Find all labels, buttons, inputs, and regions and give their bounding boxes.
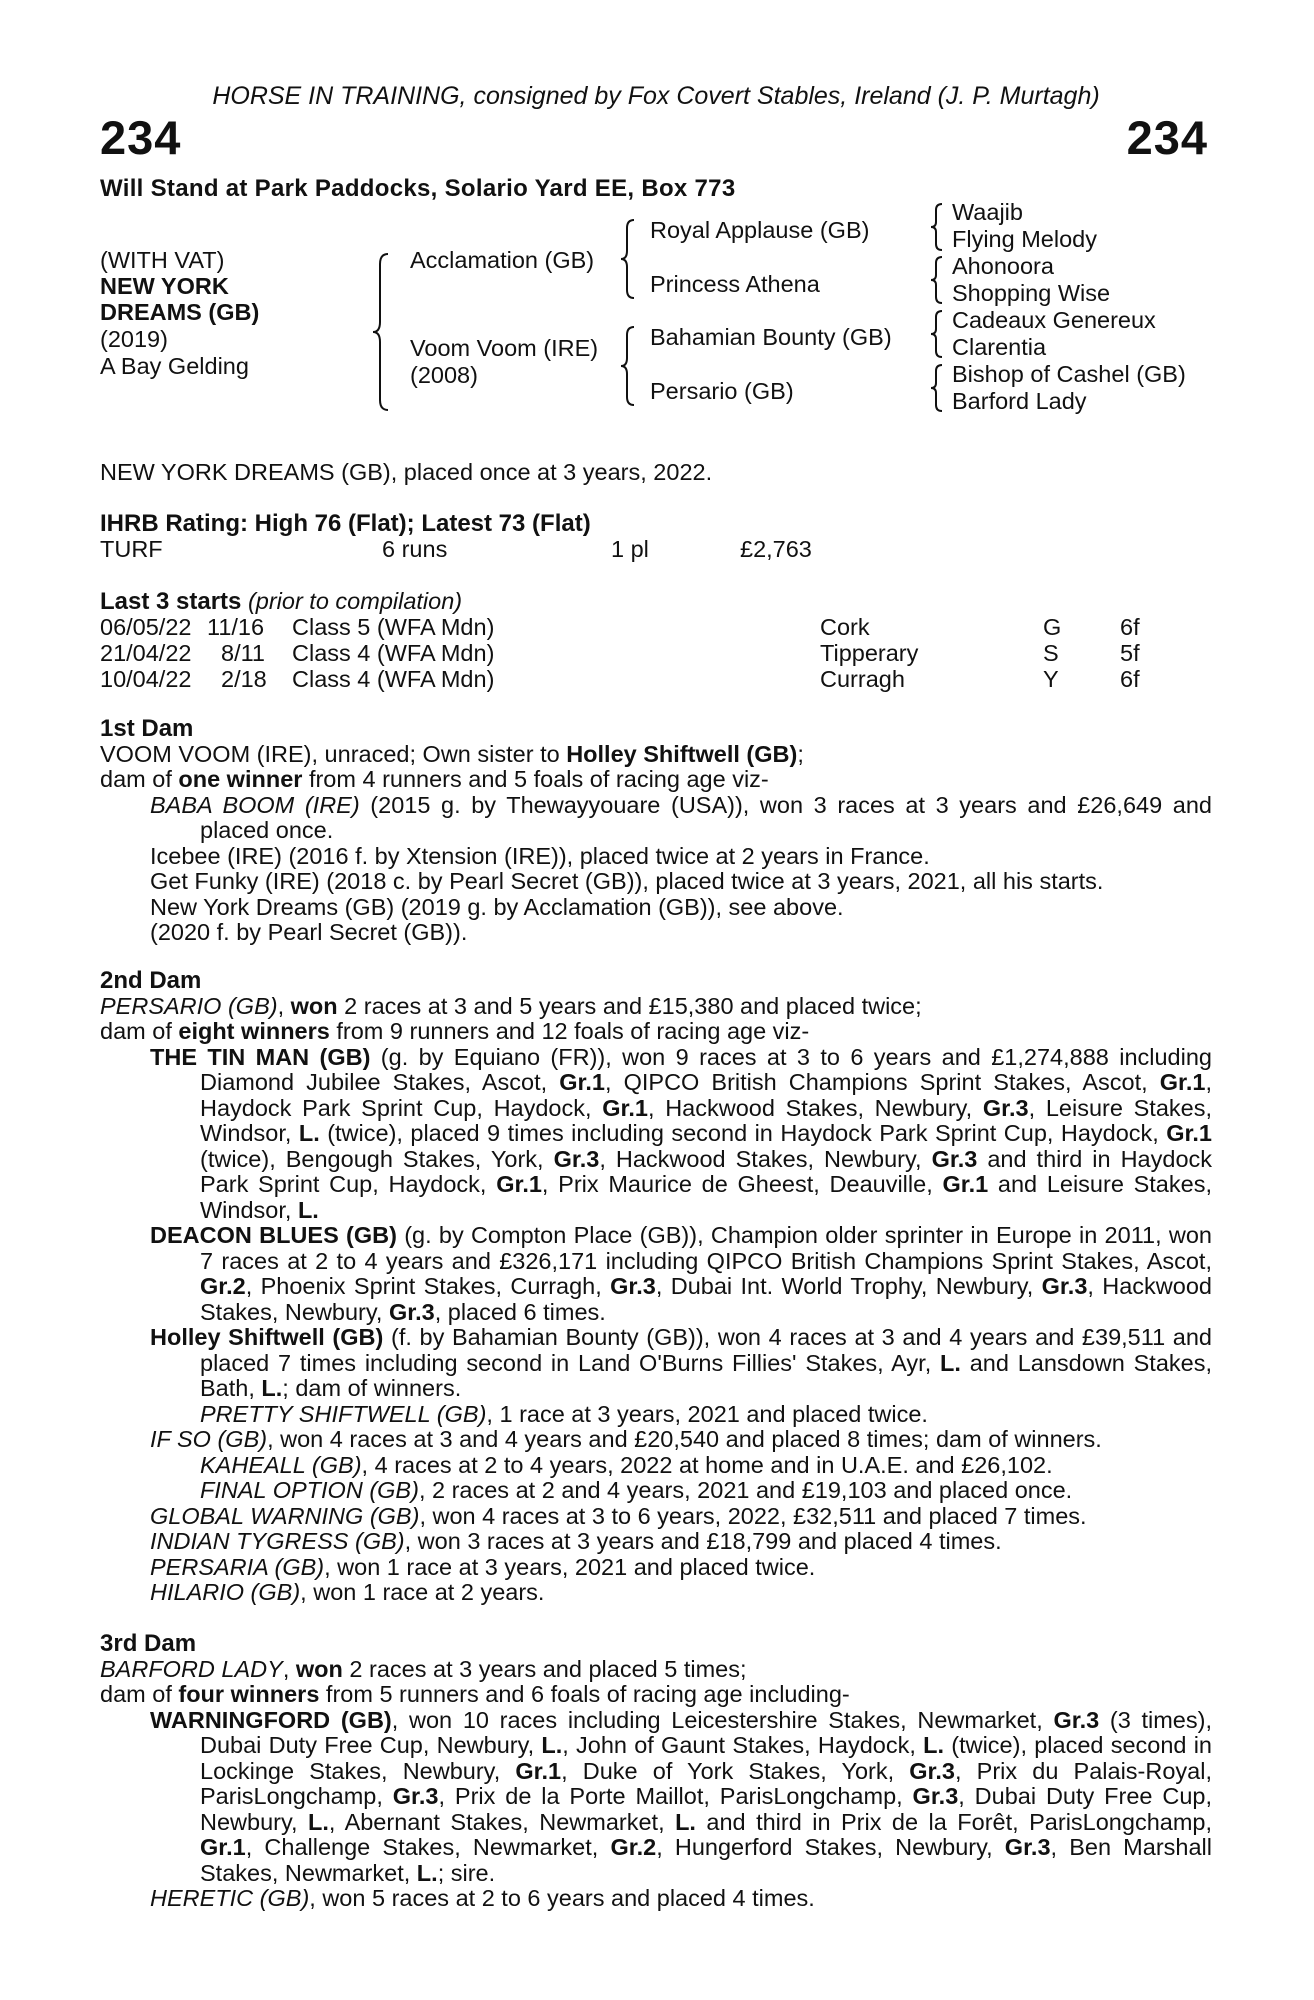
first-dam-line2 (100, 767, 1212, 793)
progeny-name: IF SO (GB) (150, 1426, 268, 1452)
grade: Gr.3 (931, 1145, 978, 1172)
rating-title: IHRB Rating: High 76 (Flat); Latest 73 (Flat) (100, 510, 591, 537)
grade: Gr.3 (909, 1757, 955, 1784)
text: , Haydock Park Sprint Cup, Haydock, (200, 1069, 1212, 1121)
horse-year: (2019) (100, 326, 168, 352)
grade: Gr.1 (942, 1171, 989, 1197)
text: and third in Haydock Park Sprint Cup, Haydock, (200, 1145, 1213, 1197)
grade: Gr.3 (982, 1094, 1029, 1121)
dam-name: PERSARIO (GB) (100, 992, 278, 1019)
text: VOOM VOOM (IRE), unraced; Own sister to (100, 740, 567, 767)
sire-brace (618, 218, 640, 300)
vat-note: (WITH VAT) (100, 247, 225, 273)
start-course: Cork (820, 614, 870, 640)
grade: L. (675, 1808, 696, 1835)
progeny-entry (100, 793, 1212, 844)
grade: Gr.3 (912, 1783, 959, 1809)
progeny-name: KAHEALL (GB) (200, 1451, 362, 1478)
rating-earnings: £2,763 (740, 536, 812, 562)
text: dam of (100, 766, 179, 792)
start-race: Class 4 (WFA Mdn) (292, 640, 495, 666)
text: from 9 runners and 12 foals of racing age viz- (329, 1018, 810, 1044)
text: (3 times), Dubai Duty Free Cup, Newbury, (200, 1706, 1212, 1758)
progeny-name: THE TIN MAN (GB) (150, 1043, 371, 1070)
text: , placed 6 times. (434, 1298, 606, 1325)
start-position: 2/18 (221, 666, 267, 692)
start-distance: 6f (1120, 666, 1140, 692)
grade: L. (307, 1808, 329, 1835)
second-dam-line2 (100, 1019, 1212, 1045)
start-course: Curragh (820, 666, 905, 692)
progeny-name: Holley Shiftwell (GB) (150, 1324, 384, 1350)
grade: L. (261, 1375, 283, 1401)
text: , (282, 1655, 296, 1682)
grade: Gr.2 (610, 1834, 657, 1860)
progeny-name: HILARIO (GB) (150, 1579, 301, 1605)
grade: Gr.3 (1053, 1706, 1100, 1733)
text: , Phoenix Sprint Stakes, Curragh, (245, 1273, 611, 1299)
text: , 4 races at 2 to 4 years, 2022 at home and in U.A.E. and £26,102. (361, 1451, 1053, 1478)
progeny-entry (100, 1580, 1212, 1606)
last-starts-title: Last 3 starts (100, 588, 242, 615)
text: , won 1 race at 3 years, 2021 and placed twice. (324, 1553, 816, 1580)
dam-sire: Bahamian Bounty (GB) (650, 324, 892, 350)
summary-line: NEW YORK DREAMS (GB), placed once at 3 years, 2022. (100, 459, 713, 485)
progeny-entry (100, 1427, 1212, 1453)
start-going: Y (1043, 666, 1059, 692)
text: (f. by Bahamian Bounty (GB)), won 4 races at 3 and 4 years and £39,511 and placed 7 times including second in Land O'Burns Fillies' Stakes, Ayr, (200, 1324, 1212, 1376)
horse-name-line2: DREAMS (GB) (100, 299, 260, 325)
grade: L. (940, 1349, 961, 1376)
text: (twice), placed second in Lockinge Stakes, Newbury, (200, 1732, 1213, 1784)
grade: Gr.3 (388, 1298, 435, 1325)
start-going: S (1043, 640, 1059, 666)
second-dam-title: 2nd Dam (100, 967, 202, 994)
progeny-name: BABA BOOM (IRE) (150, 791, 360, 818)
progeny-entry (100, 1045, 1212, 1224)
text: , won 5 races at 2 to 6 years and placed 4 times. (309, 1885, 815, 1911)
progeny-name: HERETIC (GB) (150, 1885, 310, 1911)
grand-progeny-entry (100, 1402, 1212, 1428)
text: (twice), Bengough Stakes, York, (200, 1145, 554, 1172)
text: and third in Prix de la Forêt, ParisLongchamp, (695, 1808, 1213, 1835)
grandsire-2: Ahonoora (952, 253, 1054, 279)
grade: Gr.1 (515, 1757, 562, 1784)
consignment-header: HORSE IN TRAINING, consigned by Fox Covert Stables, Ireland (J. P. Murtagh) (212, 82, 1100, 110)
progeny-name: PRETTY SHIFTWELL (GB) (200, 1400, 487, 1427)
text: 2 races at 3 years and placed 5 times; (342, 1655, 747, 1682)
text: , Challenge Stakes, Newmarket, (245, 1834, 611, 1860)
brace-g56 (928, 309, 946, 359)
start-course: Tipperary (820, 640, 919, 666)
progeny-name: PERSARIA (GB) (150, 1553, 325, 1580)
grade: Gr.1 (496, 1171, 542, 1197)
text: , 1 race at 3 years, 2021 and placed twice. (486, 1400, 928, 1427)
brace-g34 (928, 255, 946, 305)
text: won (295, 1655, 343, 1682)
text: dam of (100, 1681, 179, 1707)
grade: L. (416, 1859, 438, 1886)
start-distance: 6f (1120, 614, 1140, 640)
text: and Lansdown Stakes, Bath, (200, 1349, 1212, 1401)
second-dam-section (100, 968, 1212, 1606)
progeny-entry: Get Funky (IRE) (2018 c. by Pearl Secret (GB)), placed twice at 3 years, 2021, all his starts. (150, 868, 1104, 894)
third-dam-title: 3rd Dam (100, 1630, 197, 1657)
first-dam-line1 (100, 742, 1212, 768)
text: , Abernant Stakes, Newmarket, (328, 1808, 676, 1835)
text: , won 4 races at 3 and 4 years and £20,540 and placed 8 times; dam of winners. (267, 1426, 1102, 1452)
grade: Gr.1 (1159, 1069, 1206, 1095)
progeny-entry (100, 1223, 1212, 1325)
text: ; dam of winners. (282, 1375, 462, 1401)
pedigree-table (100, 200, 1212, 430)
grade: L. (298, 1120, 320, 1146)
sire-dam: Princess Athena (650, 271, 820, 297)
last-starts-note: (prior to compilation) (247, 588, 463, 614)
granddam-3: Clarentia (952, 334, 1047, 360)
text: , won 10 races including Leicestershire Stakes, Newmarket, (391, 1706, 1054, 1733)
grade: Gr.2 (200, 1273, 246, 1299)
start-race: Class 5 (WFA Mdn) (292, 614, 495, 640)
text: , won 1 race at 2 years. (300, 1579, 545, 1605)
text: , 2 races at 2 and 4 years, 2021 and £19,103 and placed once. (418, 1477, 1073, 1503)
grandsire-4: Bishop of Cashel (GB) (952, 361, 1186, 387)
winners-count: four winners (178, 1681, 320, 1707)
lot-number-left: 234 (100, 111, 182, 164)
text: , won 3 races at 3 years and £18,799 and placed 4 times. (404, 1528, 1002, 1554)
text: , Hungerford Stakes, Newbury, (656, 1834, 1005, 1860)
start-date: 10/04/22 (100, 666, 192, 692)
start-position: 8/11 (221, 640, 265, 666)
text: from 4 runners and 5 foals of racing age viz- (302, 766, 769, 792)
text: , John of Gaunt Stakes, Haydock, (562, 1732, 924, 1758)
progeny-name: INDIAN TYGRESS (GB) (150, 1528, 405, 1554)
winners-count: eight winners (178, 1018, 330, 1044)
text: , (277, 992, 291, 1019)
brace-g12 (928, 202, 946, 252)
start-position: 11/16 (207, 614, 265, 640)
rating-placed: 1 pl (611, 536, 649, 562)
granddam-1: Flying Melody (952, 226, 1097, 252)
grade: Gr.1 (200, 1834, 246, 1860)
text: , Dubai Int. World Trophy, Newbury, (655, 1273, 1042, 1299)
third-dam-line1 (100, 1657, 1212, 1683)
last-starts-heading (100, 589, 462, 615)
grade: Gr.1 (559, 1069, 605, 1095)
sire-sire: Royal Applause (GB) (650, 217, 870, 243)
text: , won 4 races at 3 to 6 years, 2022, £32,511 and placed 7 times. (419, 1502, 1087, 1529)
second-dam-line1 (100, 994, 1212, 1020)
grade: Gr.3 (392, 1783, 439, 1809)
progeny-entry (100, 1504, 1212, 1530)
text: , Duke of York Stakes, York, (561, 1757, 910, 1784)
text: , Hackwood Stakes, Newbury, (599, 1145, 932, 1172)
text: (twice), placed 9 times including second in Haydock Park Sprint Cup, Haydock, (319, 1120, 1167, 1146)
grade: Gr.1 (1166, 1120, 1212, 1146)
grand-progeny-entry (100, 1478, 1212, 1504)
grandsire-1: Waajib (952, 199, 1023, 225)
text: from 5 runners and 6 foals of racing age including- (319, 1681, 850, 1707)
text: and Leisure Stakes, Windsor, (200, 1171, 1212, 1223)
grade: Gr.3 (553, 1145, 600, 1172)
text: , Prix de la Porte Maillot, ParisLongchamp, (438, 1783, 913, 1809)
granddam-2: Shopping Wise (952, 280, 1111, 306)
grade: Gr.1 (602, 1094, 648, 1121)
grade: Gr.3 (610, 1273, 656, 1299)
grade: Gr.3 (1004, 1834, 1051, 1860)
text: ; (797, 740, 804, 767)
dam-year: (2008) (410, 362, 478, 388)
text: (g. by Equiano (FR)), won 9 races at 3 to 6 years and £1,274,888 including Diamond Jubilee Stakes, Ascot, (200, 1043, 1212, 1095)
grand-progeny-entry (100, 1453, 1212, 1479)
text: , Hackwood Stakes, Newbury, (647, 1094, 983, 1121)
stabling-location: Will Stand at Park Paddocks, Solario Yard EE, Box 773 (100, 175, 736, 202)
first-dam-title: 1st Dam (100, 715, 194, 742)
progeny-entry (100, 1708, 1212, 1887)
progeny-entry (100, 1529, 1212, 1555)
text: (g. by Compton Place (GB)), Champion older sprinter in Europe in 2011, won 7 races at 2 to 4 years and £326,171 including QIPCO British Champions Sprint Stakes, Ascot, (200, 1222, 1212, 1274)
text: ; sire. (437, 1859, 496, 1886)
text: , Prix du Palais-Royal, ParisLongchamp, (200, 1757, 1212, 1809)
progeny-name: GLOBAL WARNING (GB) (150, 1502, 420, 1529)
dam: Voom Voom (IRE) (410, 335, 599, 361)
progeny-name: DEACON BLUES (GB) (150, 1222, 397, 1248)
start-distance: 5f (1120, 640, 1140, 666)
lot-number-right: 234 (1126, 111, 1208, 164)
start-race: Class 4 (WFA Mdn) (292, 666, 495, 692)
sire: Acclamation (GB) (410, 247, 595, 273)
horse-name-line1: NEW YORK (100, 273, 229, 299)
sister-name: Holley Shiftwell (GB) (566, 740, 798, 767)
progeny-entry (100, 1555, 1212, 1581)
grade: L. (923, 1732, 945, 1758)
start-date: 06/05/22 (100, 614, 192, 640)
grade: Gr.3 (1041, 1273, 1088, 1299)
progeny-entry: Icebee (IRE) (2016 f. by Xtension (IRE)), placed twice at 2 years in France. (150, 842, 930, 869)
start-date: 21/04/22 (100, 640, 192, 666)
granddam-4: Barford Lady (952, 388, 1087, 414)
grade: L. (297, 1196, 319, 1223)
text: , QIPCO British Champions Sprint Stakes, Ascot, (604, 1069, 1160, 1095)
rating-surface: TURF (100, 536, 163, 562)
text: , Ben Marshall Stakes, Newmarket, (200, 1834, 1212, 1886)
third-dam-section (100, 1631, 1212, 1912)
winners-count: one winner (178, 766, 303, 792)
grandsire-3: Cadeaux Genereux (952, 307, 1156, 333)
progeny-entry (100, 1886, 1212, 1912)
horse-description: A Bay Gelding (100, 353, 249, 379)
progeny-entry: New York Dreams (GB) (2019 g. by Acclamation (GB)), see above. (150, 893, 844, 920)
text: , Prix Maurice de Gheest, Deauville, (541, 1171, 943, 1197)
first-dam-section (100, 716, 1212, 946)
progeny-name: WARNINGFORD (GB) (150, 1706, 392, 1733)
text: 2 races at 3 and 5 years and £15,380 and placed twice; (337, 992, 922, 1019)
progeny-name: FINAL OPTION (GB) (200, 1477, 419, 1503)
start-going: G (1043, 614, 1062, 640)
text: dam of (100, 1018, 179, 1044)
brace-g78 (928, 363, 946, 413)
text: , Hackwood Stakes, Newbury, (200, 1273, 1212, 1325)
text: , Dubai Duty Free Cup, Newbury, (200, 1783, 1212, 1835)
dam-name: BARFORD LADY (100, 1655, 283, 1682)
text: (2015 g. by Thewayyouare (USA)), won 3 races at 3 years and £26,649 and placed once. (200, 791, 1212, 843)
text: won (290, 992, 338, 1019)
sire-dam-brace (370, 252, 392, 412)
progeny-entry (100, 1325, 1212, 1402)
progeny-entry: (2020 f. by Pearl Secret (GB)). (150, 919, 468, 945)
grade: L. (541, 1732, 563, 1758)
rating-runs: 6 runs (382, 536, 448, 562)
third-dam-line2 (100, 1682, 1212, 1708)
dam-brace (618, 325, 640, 407)
dam-dam: Persario (GB) (650, 378, 794, 404)
text: , Leisure Stakes, Windsor, (200, 1094, 1212, 1146)
